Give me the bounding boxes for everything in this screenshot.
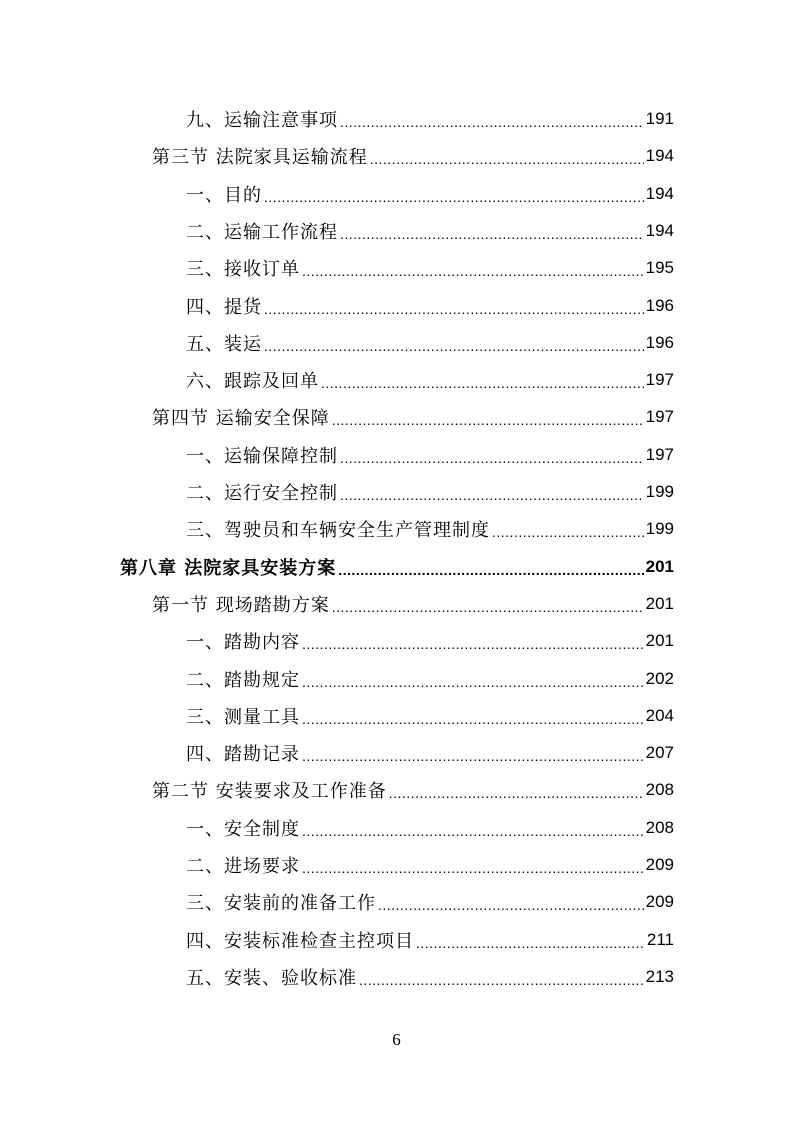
toc-entry-page: 208 (645, 817, 674, 837)
toc-entry-chapter[interactable] (120, 549, 674, 585)
dot-leader (338, 562, 643, 578)
toc-entry-page: 202 (645, 668, 674, 688)
toc-entry-title: 五、装运 (186, 333, 262, 355)
toc-entry-title: 六、跟踪及回单 (186, 371, 319, 393)
toc-entry-page: 191 (645, 109, 674, 128)
toc-entry-item[interactable] (186, 922, 674, 958)
toc-entry-title: 四、踏勘记录 (186, 744, 300, 766)
dot-leader (302, 263, 644, 279)
toc-entry-title: 二、进场要求 (186, 856, 300, 877)
toc-entry-section[interactable] (152, 772, 674, 808)
toc-entry-title: 五、安装、验收标准 (186, 967, 357, 989)
dot-leader (359, 972, 644, 988)
toc-entry-title: 二、运行安全控制 (186, 483, 338, 504)
toc-entry-item[interactable] (186, 847, 674, 883)
dot-leader (302, 860, 644, 876)
toc-entry-title: 第二节 安装要求及工作准备 (152, 781, 387, 803)
toc-entry-title: 一、目的 (186, 184, 262, 206)
toc-entry-item[interactable] (186, 661, 674, 697)
toc-entry-page: 196 (645, 332, 674, 352)
dot-leader (370, 151, 644, 167)
toc-entry-page: 199 (645, 482, 674, 501)
toc-entry-page: 211 (646, 929, 674, 949)
toc-entry-title: 第四节 运输安全保障 (152, 408, 330, 430)
page-number: 6 (392, 1030, 401, 1049)
toc-entry-page: 197 (645, 370, 674, 390)
toc-entry-page: 194 (645, 220, 674, 240)
dot-leader (340, 114, 644, 130)
toc-entry-item[interactable] (186, 511, 674, 547)
toc-entry-title: 三、测量工具 (186, 706, 300, 728)
dot-leader (302, 823, 644, 839)
toc-entry-page: 201 (645, 631, 674, 651)
dot-leader (378, 897, 644, 913)
toc-entry-page: 194 (645, 146, 674, 166)
toc-entry-title: 一、运输保障控制 (186, 445, 338, 467)
toc-entry-page: 194 (645, 183, 674, 203)
dot-leader (416, 935, 645, 951)
dot-leader (332, 412, 644, 428)
toc-entry-title: 第三节 法院家具运输流程 (152, 147, 368, 169)
toc-entry-page: 201 (645, 556, 674, 576)
toc-entry-item[interactable] (186, 288, 674, 324)
toc-entry-item[interactable] (186, 810, 674, 846)
dot-leader (302, 636, 644, 652)
dot-leader (302, 674, 644, 690)
toc-entry-title: 三、接收订单 (186, 259, 300, 281)
toc-entry-title: 九、运输注意事项 (186, 110, 338, 131)
toc-entry-title: 一、踏勘内容 (186, 632, 300, 654)
toc-entry-page: 197 (645, 444, 674, 464)
dot-leader (321, 375, 644, 391)
toc-entry-title: 四、提货 (186, 296, 262, 318)
dot-leader (340, 487, 644, 503)
toc-entry-title: 二、踏勘规定 (186, 669, 300, 691)
toc-entry-title: 第八章 法院家具安装方案 (120, 557, 337, 579)
dot-leader (340, 450, 644, 466)
toc-entry-title: 第一节 现场踏勘方案 (152, 594, 330, 616)
toc-entry-page: 207 (645, 743, 674, 763)
toc-entry-page: 204 (645, 705, 674, 725)
dot-leader (340, 226, 644, 242)
toc-entry-page: 208 (645, 780, 674, 800)
toc-entry-page: 201 (645, 593, 674, 613)
toc-entry-item[interactable] (186, 474, 674, 510)
toc-entry-item[interactable] (186, 437, 674, 473)
toc-entry-page: 196 (645, 295, 674, 315)
toc-entry-page: 197 (645, 407, 674, 427)
dot-leader (492, 524, 644, 540)
toc-entry-item[interactable] (186, 959, 674, 995)
toc-entry-section[interactable] (152, 399, 674, 435)
toc-entry-title: 三、安装前的准备工作 (186, 893, 376, 915)
toc-entry-item[interactable] (186, 213, 674, 249)
toc-entry-item[interactable] (186, 176, 674, 212)
toc-entry-page: 199 (645, 519, 674, 539)
toc-entry-page: 209 (645, 855, 674, 874)
toc-entry-item[interactable] (186, 325, 674, 361)
toc-entry-title: 四、安装标准检查主控项目 (186, 930, 414, 952)
dot-leader (389, 785, 644, 801)
toc-entry-item[interactable] (186, 362, 674, 398)
dot-leader (264, 189, 644, 205)
dot-leader (302, 711, 644, 727)
toc-entry-item[interactable] (186, 698, 674, 734)
toc-entry-item[interactable] (186, 623, 674, 659)
toc-entry-item[interactable] (186, 101, 674, 137)
toc-entry-section[interactable] (152, 138, 674, 174)
toc-entry-title: 二、运输工作流程 (186, 221, 338, 243)
dot-leader (264, 301, 644, 317)
dot-leader (302, 748, 644, 764)
dot-leader (332, 599, 644, 615)
dot-leader (264, 338, 644, 354)
toc-entry-item[interactable] (186, 250, 674, 286)
toc-entry-section[interactable] (152, 586, 674, 622)
toc-entry-title: 三、驾驶员和车辆安全生产管理制度 (186, 520, 490, 542)
toc-entry-item[interactable] (186, 735, 674, 771)
toc-entry-page: 195 (645, 258, 674, 278)
toc-entry-page: 209 (645, 892, 674, 912)
toc-entry-title: 一、安全制度 (186, 818, 300, 840)
toc-entry-page: 213 (645, 966, 674, 986)
toc-entry-item[interactable] (186, 884, 674, 920)
